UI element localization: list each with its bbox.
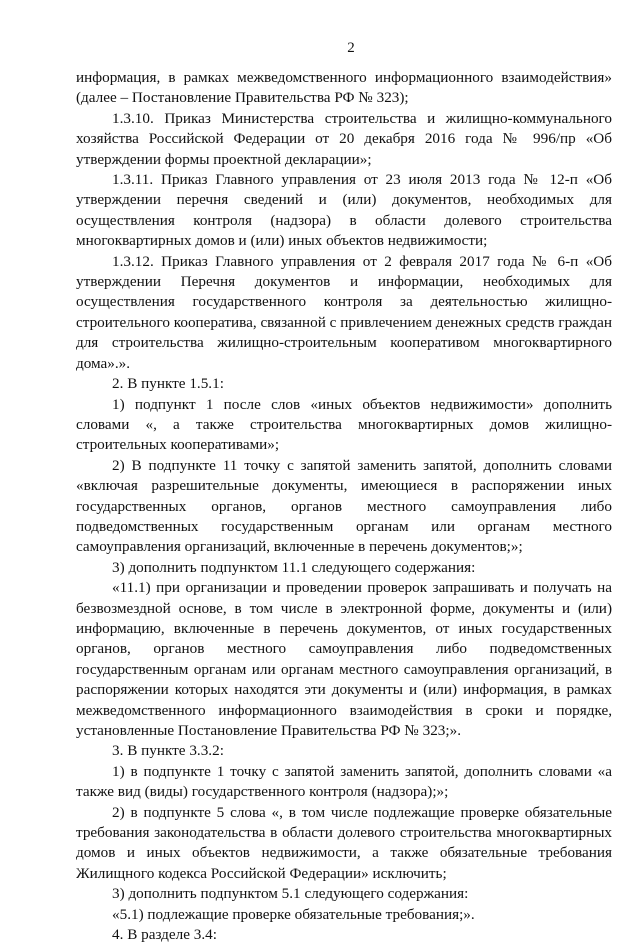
paragraph: 3. В пункте 3.3.2:: [112, 742, 224, 760]
paragraph: 1.3.10. Приказ Министерства строительства и жилищно-коммунального хозяйства Российской Федерации от 20 декабря 2016 года № 996/пр «Об утверждении формы проектной декларации»;: [76, 109, 612, 168]
document-body: [76, 68, 612, 945]
paragraph: 1.3.11. Приказ Главного управления от 23 июля 2013 года № 12-п «Об утверждении перечня сведений и (или) документов, необходимых для осуществления контроля (надзора) в области долевого строительства многоквартирных домов и (или) иных объектов недвижимости;: [76, 171, 612, 250]
page-number: 2: [347, 40, 355, 56]
paragraph: 3) дополнить подпунктом 5.1 следующего содержания:: [112, 885, 469, 903]
paragraph: 2) В подпункте 11 точку с запятой заменить запятой, дополнить словами «включая разрешительные документы, имеющиеся в распоряжении иных государственных органов, органов местного самоуправления либо подведомственных государственным органам или органам местного самоуправления организаций, включенные в перечень документов;»;: [76, 456, 612, 556]
paragraph: 4. В разделе 3.4:: [112, 926, 217, 944]
paragraph: «11.1) при организации и проведении проверок запрашивать и получать на безвозмездной основе, в том числе в электронной форме, документы и (или) информацию, включенные в перечень документов, от иных государственных органов, органов местного самоуправления либо подведомственных государственным органам или органам местного самоуправления организаций, в распоряжении которых находятся эти документы и (или) информация, в рамках межведомственного информационного взаимодействия в сроки и порядке, установленные Постановление Правительства РФ № 323;».: [76, 579, 612, 739]
paragraph: 1.3.12. Приказ Главного управления от 2 февраля 2017 года № 6-п «Об утверждении Перечня документов и информации, необходимых для осуществления государственного контроля за деятельностью жилищно-строительного кооператива, связанной с привлечением денежных средств граждан для строительства жилищно-строительным кооперативом многоквартирного дома».».: [76, 252, 612, 372]
paragraph: информация, в рамках межведомственного информационного взаимодействия» (далее – Постановление Правительства РФ № 323);: [76, 69, 612, 107]
paragraph: 1) подпункт 1 после слов «иных объектов недвижимости» дополнить словами «, а также строительства многоквартирных домов жилищно-строительных кооперативами»;: [76, 395, 612, 454]
paragraph: 1) в подпункте 1 точку с запятой заменить запятой, дополнить словами «а также вид (виды) государственного контроля (надзора);»;: [76, 762, 612, 801]
paragraph: 2. В пункте 1.5.1:: [112, 375, 224, 393]
paragraph: «5.1) подлежащие проверке обязательные требования;».: [112, 905, 475, 923]
paragraph: 3) дополнить подпунктом 11.1 следующего содержания:: [112, 558, 476, 576]
paragraph: 2) в подпункте 5 слова «, в том числе подлежащие проверке обязательные требования законодательства в области долевого строительства многоквартирных домов и иных объектов недвижимости, а также обязательные требования Жилищного кодекса Российской Федерации» исключить;: [76, 803, 612, 882]
